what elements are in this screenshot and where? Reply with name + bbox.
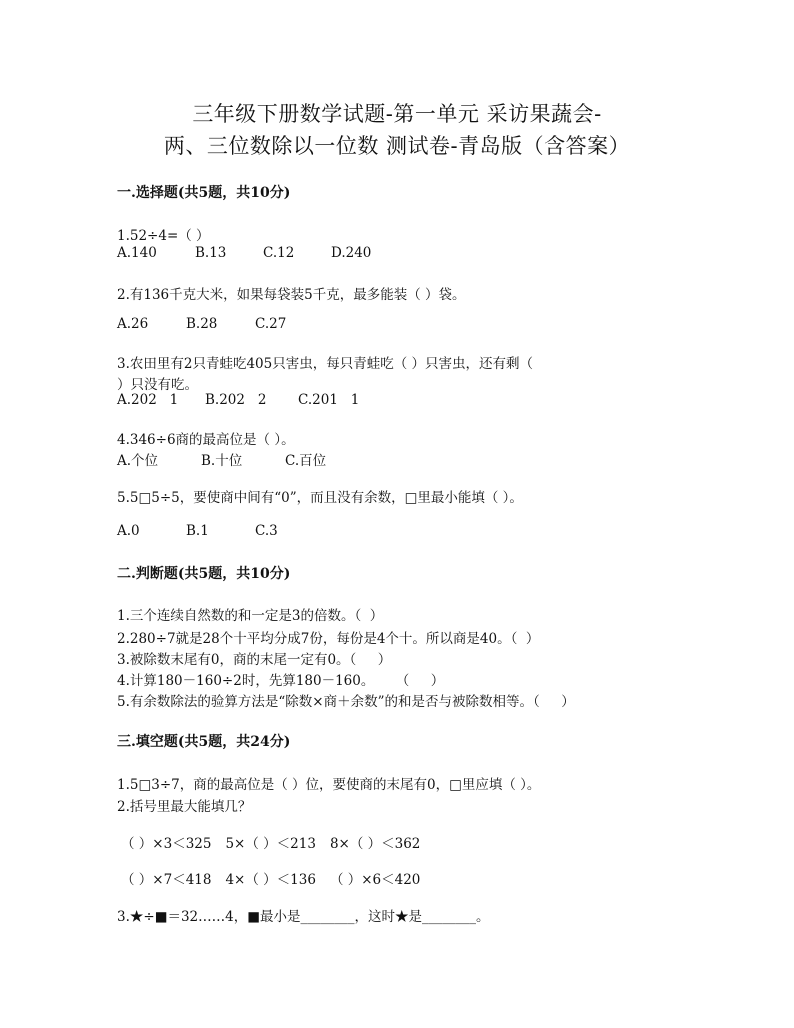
judgment-item-4: 4.计算180－160÷2时，先算180－160。 （ ） <box>117 673 445 689</box>
document-title-line-2: 两、三位数除以一位数 测试卷-青岛版（含答案） <box>163 134 631 158</box>
question-2-stem: 2.有136千克大米，如果每袋装5千克，最多能装（ ）袋。 <box>117 287 466 303</box>
section-heading-judgment: 二.判断题(共5题，共10分) <box>117 566 291 582</box>
option-c: C.12 <box>263 245 295 261</box>
question-1-stem: 1.52÷4=（ ） <box>117 228 210 244</box>
question-2-options <box>117 316 286 332</box>
option-b: B.13 <box>195 245 227 261</box>
option-a: A.个位 <box>117 453 159 469</box>
section-heading-choice: 一.选择题(共5题，共10分) <box>117 185 291 201</box>
question-5-options <box>117 523 278 539</box>
option-a: A.202 1 <box>117 392 179 408</box>
option-b: B.28 <box>186 316 218 332</box>
inequality: （ ）×6＜420 <box>329 872 421 888</box>
fill-question-1: 1.5□3÷7，商的最高位是（ ）位，要使商的末尾有0，□里应填（ ）。 <box>117 777 541 793</box>
question-1-options <box>117 245 371 261</box>
inequality: （ ）×3＜325 <box>121 836 212 852</box>
option-c: C.3 <box>255 523 278 539</box>
option-a: A.0 <box>117 523 140 539</box>
question-3-stem-line-1: 3.农田里有2只青蛙吃405只害虫，每只青蛙吃（ ）只害虫，还有剩（ <box>117 356 534 372</box>
question-4-options <box>117 449 326 469</box>
inequality: 4×（ ）＜136 <box>225 872 316 888</box>
option-d: D.240 <box>331 245 372 261</box>
option-c: C.27 <box>255 316 287 332</box>
judgment-item-3: 3.被除数末尾有0，商的末尾一定有0。（ ） <box>117 652 392 668</box>
inequality: 8×（ ）＜362 <box>329 836 421 852</box>
judgment-item-2: 2.280÷7就是28个十平均分成7份，每份是4个十。所以商是40。（ ） <box>117 631 540 647</box>
question-3-stem-line-2: ）只没有吃。 <box>117 377 198 393</box>
option-c: C.201 1 <box>298 392 360 408</box>
question-5-stem: 5.5□5÷5，要使商中间有“0”，而且没有余数，□里最小能填（ ）。 <box>117 490 523 506</box>
inequality: 5×（ ）＜213 <box>225 836 316 852</box>
option-a: A.140 <box>117 245 157 261</box>
judgment-item-1: 1.三个连续自然数的和一定是3的倍数。（ ） <box>117 608 384 624</box>
document-title-line-1: 三年级下册数学试题-第一单元 采访果蔬会- <box>192 102 602 126</box>
inequality-row-1 <box>121 832 434 852</box>
inequality-row-2 <box>121 868 434 888</box>
option-b: B.1 <box>186 523 209 539</box>
question-3-options <box>117 392 359 408</box>
judgment-item-5: 5.有余数除法的验算方法是“除数×商＋余数”的和是否与被除数相等。（ ） <box>117 694 575 710</box>
section-heading-fill-in: 三.填空题(共5题，共24分) <box>117 734 291 750</box>
option-c: C.百位 <box>285 453 327 469</box>
fill-question-2: 2.括号里最大能填几？ <box>117 799 252 815</box>
question-4-stem: 4.346÷6商的最高位是（ ）。 <box>117 432 295 448</box>
option-a: A.26 <box>117 316 149 332</box>
fill-question-3: 3.★÷■＝32……4，■最小是________，这时★是________。 <box>117 909 490 925</box>
option-b: B.十位 <box>201 453 243 469</box>
option-b: B.202 2 <box>205 392 267 408</box>
inequality: （ ）×7＜418 <box>121 872 212 888</box>
